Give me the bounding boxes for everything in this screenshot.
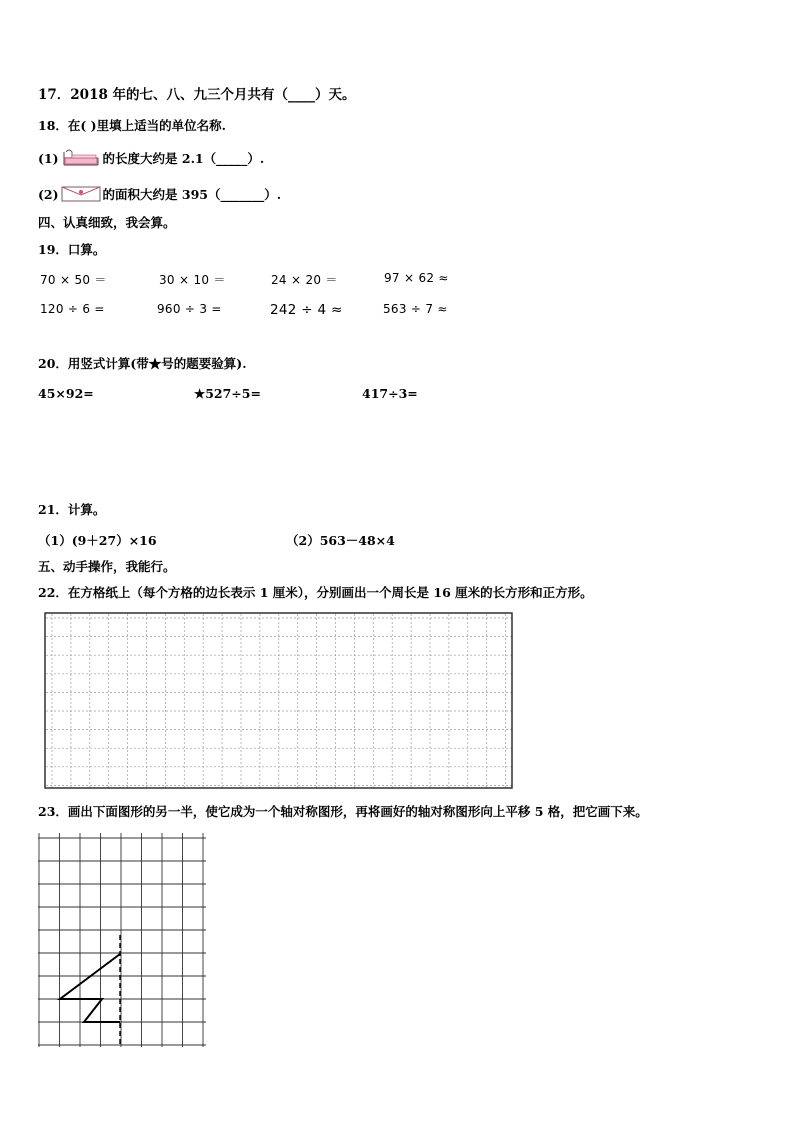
envelope-icon [60,185,102,206]
mental-math-r2c1: 120 ÷ 6 = [40,302,105,316]
calc-item-2: （2）563－48×4 [286,533,395,548]
square-grid-paper [44,612,514,790]
question-21-title: 21．计算。 [38,502,106,517]
item-1-number: (1) [38,151,59,166]
mental-math-r2c2: 960 ÷ 3 = [157,302,222,316]
question-18-title: 18．在( )里填上适当的单位名称. [38,118,226,133]
question-22: 22．在方格纸上（每个方格的边长表示 1 厘米），分别画出一个周长是 16 厘米的长方形和正方形。 [38,585,593,600]
question-17: 17．2018 年的七、八、九三个月共有（____）天。 [38,87,356,103]
mental-math-r1c4: 97 × 62 ≈ [384,271,449,285]
vertical-calc-2: ★527÷5= [194,386,261,401]
mental-math-r1c3: 24 × 20 ＝ [271,273,338,287]
vertical-calc-3: 417÷3= [362,386,418,401]
section-5-heading: 五、动手操作，我能行。 [38,559,176,574]
half-figure [60,954,120,1022]
vertical-calc-1: 45×92= [38,386,94,401]
mental-math-r1c1: 70 × 50 ＝ [40,273,107,287]
mental-math-r2c4: 563 ÷ 7 ≈ [383,302,448,316]
item-2-number: (2) [38,187,59,202]
question-20-title: 20．用竖式计算(带★号的题要验算). [38,356,247,371]
grid-with-half-figure [38,833,210,1049]
mental-math-r2c3: 242 ÷ 4 ≈ [270,302,343,318]
question-23: 23．画出下面图形的另一半，使它成为一个轴对称图形，再将画好的轴对称图形向上平移 5 格，把它画下来。 [38,804,648,819]
mental-math-r1c2: 30 × 10 ＝ [159,273,226,287]
calc-item-1: （1）(9＋27）×16 [38,533,157,548]
question-18-item-1 [38,148,264,171]
bed-icon [60,148,102,171]
section-4-heading: 四、认真细致，我会算。 [38,215,176,230]
question-18-item-2 [38,185,281,206]
item-1-text: 的长度大约是 2.1（_____）. [102,151,265,166]
item-2-text: 的面积大约是 395（_______）. [102,187,282,202]
question-19-title: 19．口算。 [38,242,106,257]
